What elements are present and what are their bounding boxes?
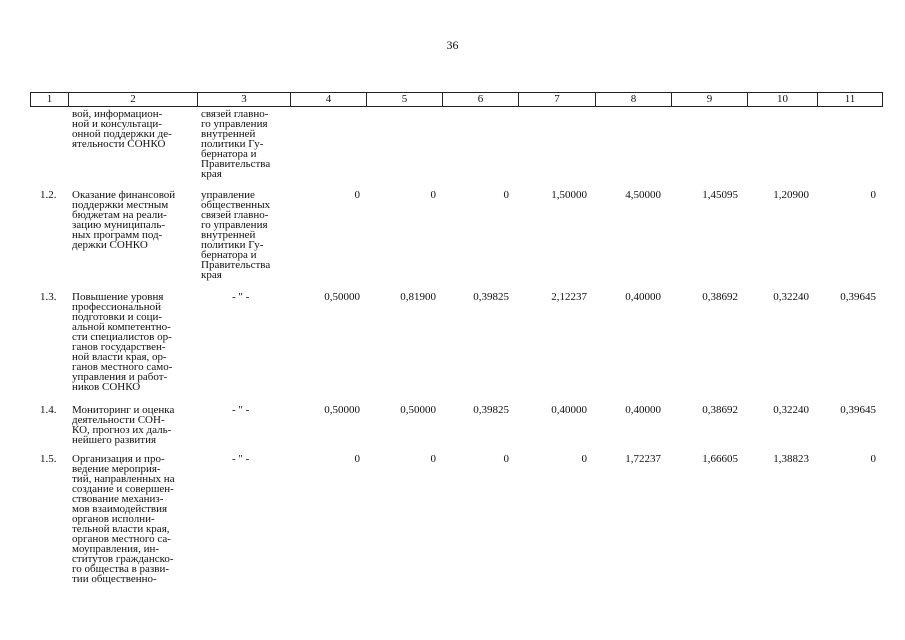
- value-col-7: 2,12237: [551, 291, 587, 303]
- row-number: 1.4.: [40, 404, 57, 416]
- page-number: 36: [446, 38, 459, 52]
- value-col-11: 0: [870, 189, 876, 201]
- value-col-9: 0,38692: [702, 404, 738, 416]
- row-number: 1.2.: [40, 189, 57, 201]
- column-header-11: 11: [844, 93, 856, 105]
- value-col-10: 0,32240: [773, 291, 809, 303]
- value-col-4: 0: [354, 189, 360, 201]
- value-col-8: 0,40000: [625, 404, 661, 416]
- row-executor: - " -: [232, 291, 250, 303]
- value-col-5: 0: [430, 453, 436, 465]
- value-col-6: 0,39825: [473, 291, 509, 303]
- row-name: Оказание финансовой поддержки местным бюджетам на реали- зацию муниципаль- ных программ под- держки СОНКО: [72, 189, 176, 251]
- column-header-10: 10: [748, 93, 818, 106]
- row-name: Повышение уровня профессиональной подготовки и соци- альной компетентно- сти специалистов ор- ганов государствен- ной власти края, ор- ганов местного само- управления и работ- ников СОНКО: [72, 291, 173, 393]
- value-col-9: 0,38692: [702, 291, 738, 303]
- value-col-11: 0,39645: [840, 291, 876, 303]
- column-header-3: 3: [198, 93, 291, 106]
- table-header-row: [30, 92, 883, 107]
- column-header-9: 9: [672, 93, 748, 106]
- value-col-5: 0: [430, 189, 436, 201]
- column-header-5: 5: [367, 93, 443, 106]
- value-col-8: 1,72237: [625, 453, 661, 465]
- value-col-5: 0,50000: [400, 404, 436, 416]
- value-col-7: 0: [581, 453, 587, 465]
- column-header-1: 1: [31, 93, 69, 106]
- value-col-6: 0,39825: [473, 404, 509, 416]
- column-header-8: 8: [596, 93, 672, 106]
- value-col-9: 1,66605: [702, 453, 738, 465]
- row-name: вой, информацион- ной и консультаци- онной поддержки де- ятельности СОНКО: [72, 108, 172, 150]
- value-col-7: 0,40000: [551, 404, 587, 416]
- row-number: 1.5.: [40, 453, 57, 465]
- value-col-5: 0,81900: [400, 291, 436, 303]
- column-header-2: 2: [69, 93, 198, 106]
- column-header-4: 4: [291, 93, 367, 106]
- row-executor: - " -: [232, 453, 250, 465]
- value-col-7: 1,50000: [551, 189, 587, 201]
- value-col-4: 0: [354, 453, 360, 465]
- column-header-6: 6: [443, 93, 519, 106]
- row-name: Мониторинг и оценка деятельности СОН- КО, прогноз их даль- нейшего развития: [72, 404, 175, 446]
- value-col-11: 0: [870, 453, 876, 465]
- value-col-11: 0,39645: [840, 404, 876, 416]
- value-col-10: 1,20900: [773, 189, 809, 201]
- value-col-9: 1,45095: [702, 189, 738, 201]
- value-col-8: 4,50000: [625, 189, 661, 201]
- value-col-8: 0,40000: [625, 291, 661, 303]
- value-col-6: 0: [503, 189, 509, 201]
- row-name: Организация и про- ведение мероприя- тий, направленных на создание и совершен- ствование механиз- мов взаимодействия органов исполни- тельной власти края, органов местного са- моуправления, ин- ститутов гражданско- го общества в разви- тии общественно-: [72, 453, 175, 585]
- value-col-10: 1,38823: [773, 453, 809, 465]
- value-col-10: 0,32240: [773, 404, 809, 416]
- row-number: 1.3.: [40, 291, 57, 303]
- value-col-4: 0,50000: [324, 291, 360, 303]
- column-header-7: 7: [519, 93, 596, 106]
- value-col-6: 0: [503, 453, 509, 465]
- value-col-4: 0,50000: [324, 404, 360, 416]
- row-executor: управление общественных связей главно- го управления внутренней политики Гу- бернатора и Правительства края: [201, 189, 271, 281]
- row-executor: - " -: [232, 404, 250, 416]
- row-executor: связей главно- го управления внутренней политики Гу- бернатора и Правительства края: [201, 108, 271, 180]
